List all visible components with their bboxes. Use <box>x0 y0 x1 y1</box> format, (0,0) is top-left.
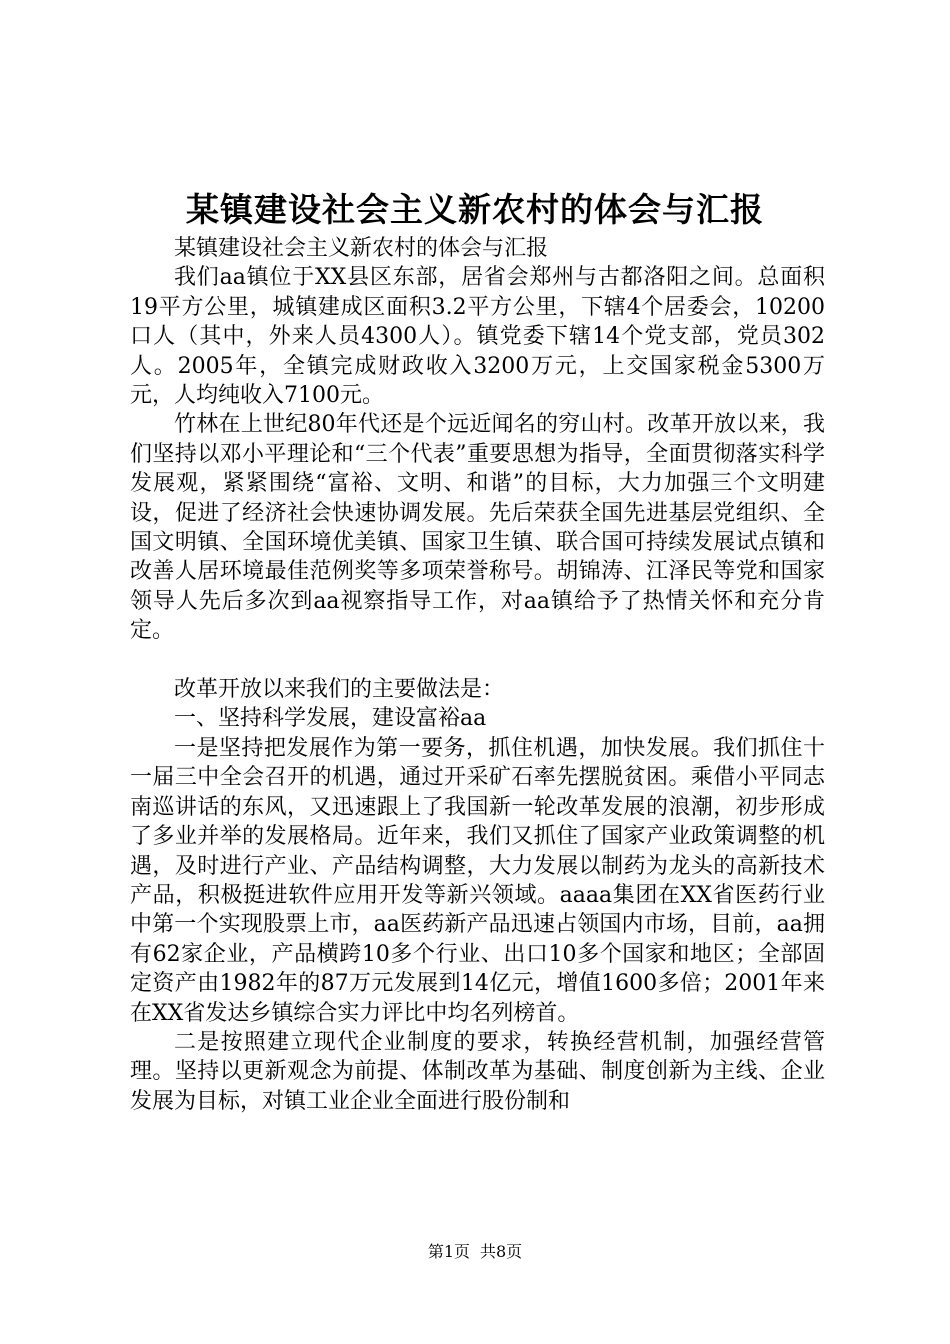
paragraph-main-practices: 改革开放以来我们的主要做法是： <box>174 677 505 703</box>
page-footer <box>0 1242 950 1262</box>
paragraph-overview: 我们aa镇位于XX县区东部，居省会郑州与古都洛阳之间。总面积19平方公里，城镇建成区面积3.2平方公里，下辖4个居委会，10200口人（其中，外来人员4300人）。镇党委下辖14个党支部，党员302人。2005年，全镇完成财政收入3200万元，上交国家税金5300万元，人均纯收入7100元。 <box>130 265 825 409</box>
page-number-total: 共8页 <box>480 1242 523 1261</box>
document-title: 某镇建设社会主义新农村的体会与汇报 <box>186 190 764 229</box>
paragraph-subtitle: 某镇建设社会主义新农村的体会与汇报 <box>174 236 549 261</box>
paragraph-point-2: 二是按照建立现代企业制度的要求，转换经营机制，加强经营管理。坚持以更新观念为前提、体制改革为基础、制度创新为主线、企业发展为目标，对镇工业企业全面进行股份制和 <box>130 1029 825 1114</box>
document-body <box>130 234 825 1116</box>
section-heading-1: 一、坚持科学发展，建设富裕aa <box>174 706 487 732</box>
paragraph-point-1: 一是坚持把发展作为第一要务，抓住机遇，加快发展。我们抓住十一届三中全会召开的机遇，通过开采矿石率先摆脱贫困。乘借小平同志南巡讲话的东风，又迅速跟上了我国新一轮改革发展的浪潮，初步形成了多业并举的发展格局。近年来，我们又抓住了国家产业政策调整的机遇，及时进行产业、产品结构调整，大力发展以制药为龙头的高新技术产品，积极挺进软件应用开发等新兴领域。aaaa集团在XX省医药行业中第一个实现股票上市，aa医药新产品迅速占领国内市场，目前，aa拥有62家企业，产品横跨10多个行业、出口10多个国家和地区；全部固定资产由1982年的87万元发展到14亿元，增值1600多倍；2001年来在XX省发达乡镇综合实力评比中均名列榜首。 <box>130 735 825 1026</box>
page-number-current: 第1页 <box>427 1242 470 1261</box>
paragraph-history: 竹林在上世纪80年代还是个远近闻名的穷山村。改革开放以来，我们坚持以邓小平理论和“三个代表”重要思想为指导，全面贯彻落实科学发展观，紧紧围绕“富裕、文明、和谐”的目标，大力加强三个文明建设，促进了经济社会快速协调发展。先后荣获全国先进基层党组织、全国文明镇、全国环境优美镇、国家卫生镇、联合国可持续发展试点镇和改善人居环境最佳范例奖等多项荣誉称号。胡锦涛、江泽民等党和国家领导人先后多次到aa视察指导工作，对aa镇给予了热情关怀和充分肯定。 <box>130 412 825 644</box>
